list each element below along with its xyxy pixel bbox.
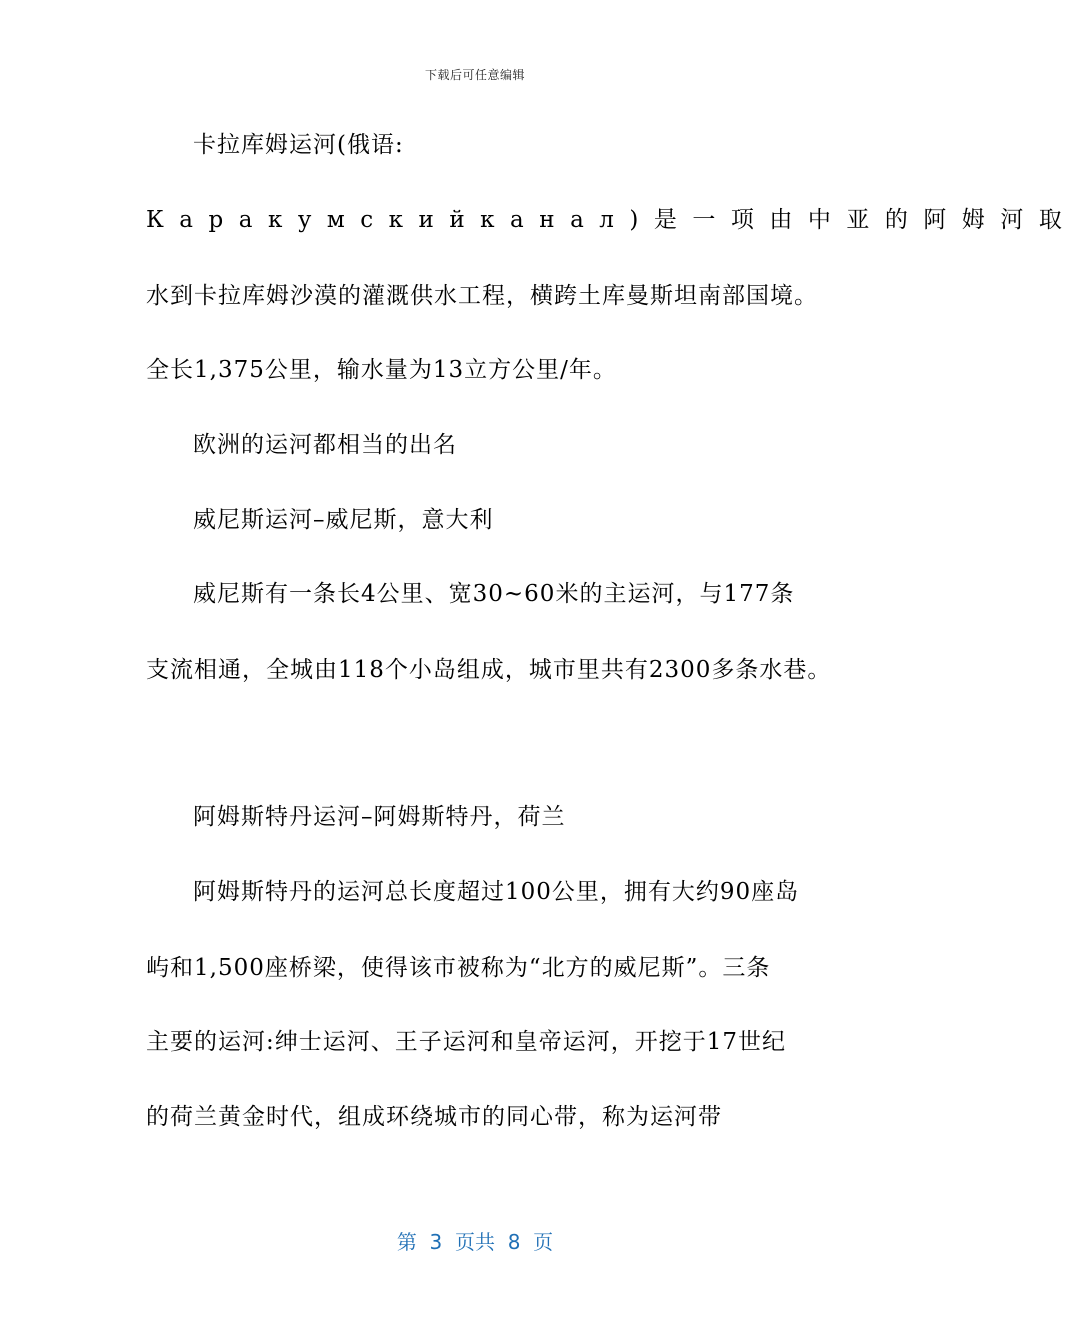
header-note: 下载后可任意编辑 xyxy=(424,68,525,82)
paragraph-line: 全长1,375公里，输水量为13立方公里/年。 xyxy=(146,357,617,383)
paragraph-line: 的荷兰黄金时代，组成环绕城市的同心带，称为运河带 xyxy=(146,1104,722,1130)
paragraph-line: 水到卡拉库姆沙漠的灌溉供水工程，横跨土库曼斯坦南部国境。 xyxy=(146,283,818,309)
paragraph-line: 阿姆斯特丹运河–阿姆斯特丹，荷兰 xyxy=(193,804,566,830)
page-number: 第 3 页共 8 页 xyxy=(396,1230,554,1254)
paragraph-line: 支流相通，全城由118个小岛组成，城市里共有2300多条水巷。 xyxy=(146,657,832,683)
paragraph-line: 阿姆斯特丹的运河总长度超过100公里，拥有大约90座岛 xyxy=(193,879,800,905)
paragraph-line: 威尼斯有一条长4公里、宽30~60米的主运河，与177条 xyxy=(193,581,795,607)
paragraph-line: 欧洲的运河都相当的出名 xyxy=(193,432,457,458)
paragraph-line: 卡拉库姆运河(俄语: xyxy=(193,132,404,158)
paragraph-line: 威尼斯运河–威尼斯，意大利 xyxy=(193,507,494,533)
paragraph-line: 屿和1,500座桥梁，使得该市被称为“北方的威尼斯”。三条 xyxy=(146,955,771,981)
paragraph-line: 主要的运河:绅士运河、王子运河和皇帝运河，开挖于17世纪 xyxy=(146,1029,787,1055)
paragraph-line: Каракумскийканал)是一项由中亚的阿姆河取 xyxy=(146,207,1077,233)
